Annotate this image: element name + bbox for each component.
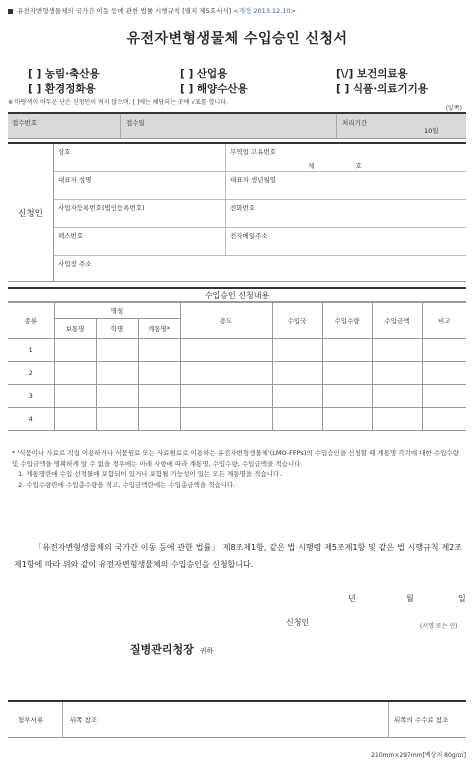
revision-date: <개정 2013.12.10>: [233, 7, 296, 15]
addressee: [130, 641, 213, 657]
trade-code-value: 제 호: [308, 162, 362, 170]
application-statement: 「유전자변형생물체의 국가간 이동 등에 관한 법률」 제8조제1항, 같은 법 시행령 제5조제1항 및 같은 법 시행규칙 제2조제1항에 따라 위와 같이 유전자변형생물체의 수입승인을 신청합니다.: [14, 543, 462, 569]
checkbox-environment[interactable]: [ ] 환경정화용: [28, 83, 96, 95]
applicant-section: [8, 142, 466, 282]
business-number-label: 사업자등록번호(법인등록번호): [58, 204, 145, 212]
law-reference: 유전자변형생물체의 국가간 이동 등에 관한 법률 시행규칙 [별지 제5호서식]: [17, 7, 232, 15]
col-remarks: 비고: [422, 303, 466, 339]
email-label: 전자메일주소: [230, 232, 268, 240]
col-name: 명칭: [54, 303, 180, 319]
representative-birth-label: 대표자 생년월일: [230, 176, 277, 184]
processing-period-label: 처리기간: [342, 119, 368, 127]
processing-period-value: 10일: [424, 127, 439, 135]
receipt-section: [8, 112, 466, 139]
page-side: (앞쪽): [445, 105, 462, 112]
date-year: 년: [348, 594, 356, 603]
fax-label: 팩스번호: [58, 232, 84, 240]
checkbox-marine[interactable]: [ ] 해양수산용: [180, 83, 248, 95]
details-title: 수입승인 신청내용: [8, 287, 466, 302]
business-address-field[interactable]: [54, 256, 466, 283]
checkbox-health[interactable]: [\/] 보건의료용: [336, 68, 408, 80]
col-type: 종류: [8, 303, 54, 339]
row-number: 3: [8, 385, 54, 408]
footnote-main: * '식품이나 사료로 직접 이용하거나 식품원료 또는 사료원료로 이용하는 유전자변형생물체'(LMO-FFPs)의 수입승인을 신청할 때 계통명 각각에 대한 수입수량 및 수입금액을 명확하게 알 수 없을 경우에는 아래 사항에 따라 계통명, 수입수량, 수입금액을 적습니다.: [12, 449, 459, 468]
col-scientific-name: 학명: [96, 319, 138, 339]
row-number: 1: [8, 339, 54, 362]
row-number: 2: [8, 362, 54, 385]
col-quantity: 수입수량: [322, 303, 372, 339]
table-row: [8, 362, 466, 385]
receipt-date-label: 접수일: [126, 119, 145, 127]
applicant-label: 신청인: [8, 144, 54, 281]
col-country: 수입국: [272, 303, 322, 339]
addressee-name: 질병관리청장: [130, 643, 194, 656]
col-amount: 수입금액: [372, 303, 422, 339]
trade-code-label: 무역업 고유번호: [230, 148, 277, 156]
table-row: [8, 339, 466, 362]
company-name-label: 상호: [58, 148, 71, 156]
paper-spec: 210mm×297mm[백상지 80g/㎡]: [371, 752, 466, 759]
table-row: [8, 385, 466, 408]
checkbox-food[interactable]: [ ] 식품·의료기기용: [336, 83, 428, 95]
footnotes: [12, 448, 464, 490]
col-common-name: 보통명: [54, 319, 96, 339]
representative-name-field[interactable]: [54, 172, 226, 200]
square-bullet-icon: [8, 9, 13, 14]
date-month: 월: [406, 594, 414, 603]
company-name-field[interactable]: [54, 144, 226, 172]
addressee-suffix: 귀하: [199, 647, 214, 655]
import-details-table: [8, 302, 466, 431]
attachments-label: 첨부서류: [18, 716, 44, 724]
email-field[interactable]: [226, 228, 466, 256]
signature-note: (서명 또는 인): [420, 623, 458, 630]
col-lineage-name: 계통명*: [138, 319, 180, 339]
form-header: [8, 6, 296, 15]
row-number: 4: [8, 408, 54, 431]
checkbox-agriculture[interactable]: [ ] 농림·축산용: [28, 68, 100, 80]
representative-birth-field[interactable]: [226, 172, 466, 200]
fee-reference: 뒤쪽의 수수료 참조: [394, 716, 449, 724]
table-row: [8, 408, 466, 431]
col-use: 용도: [180, 303, 272, 339]
checkbox-industry[interactable]: [ ] 산업용: [180, 68, 228, 80]
representative-name-label: 대표자 성명: [58, 176, 92, 184]
business-address-label: 사업장 주소: [58, 260, 92, 268]
date-day: 일: [458, 594, 466, 603]
fax-field[interactable]: [54, 228, 226, 256]
receipt-number-label: 접수번호: [12, 119, 38, 127]
attachments-value: 뒤쪽 참조: [70, 716, 98, 724]
form-note: ※ 바탕색이 어두운 난은 신청인이 적지 않으며, [ ]에는 해당되는 곳에 √표를 합니다.: [8, 99, 228, 106]
applicant-signature-label: 신청인: [286, 618, 310, 627]
phone-field[interactable]: [226, 200, 466, 228]
page-title: 유전자변형생물체 수입승인 신청서: [126, 31, 348, 47]
attachments-section: [8, 700, 466, 738]
footnote-item-2: 2. 수입수량란에 수입총수량을 적고, 수입금액란에는 수입총금액을 적습니다.: [18, 480, 236, 489]
footnote-item-1: 1. 계통명란에 수입 선적물에 포함되어 있거나 포함될 가능성이 있는 모든 계통명을 적습니다.: [18, 470, 282, 478]
phone-label: 전화번호: [230, 204, 256, 212]
business-number-field[interactable]: [54, 200, 226, 228]
